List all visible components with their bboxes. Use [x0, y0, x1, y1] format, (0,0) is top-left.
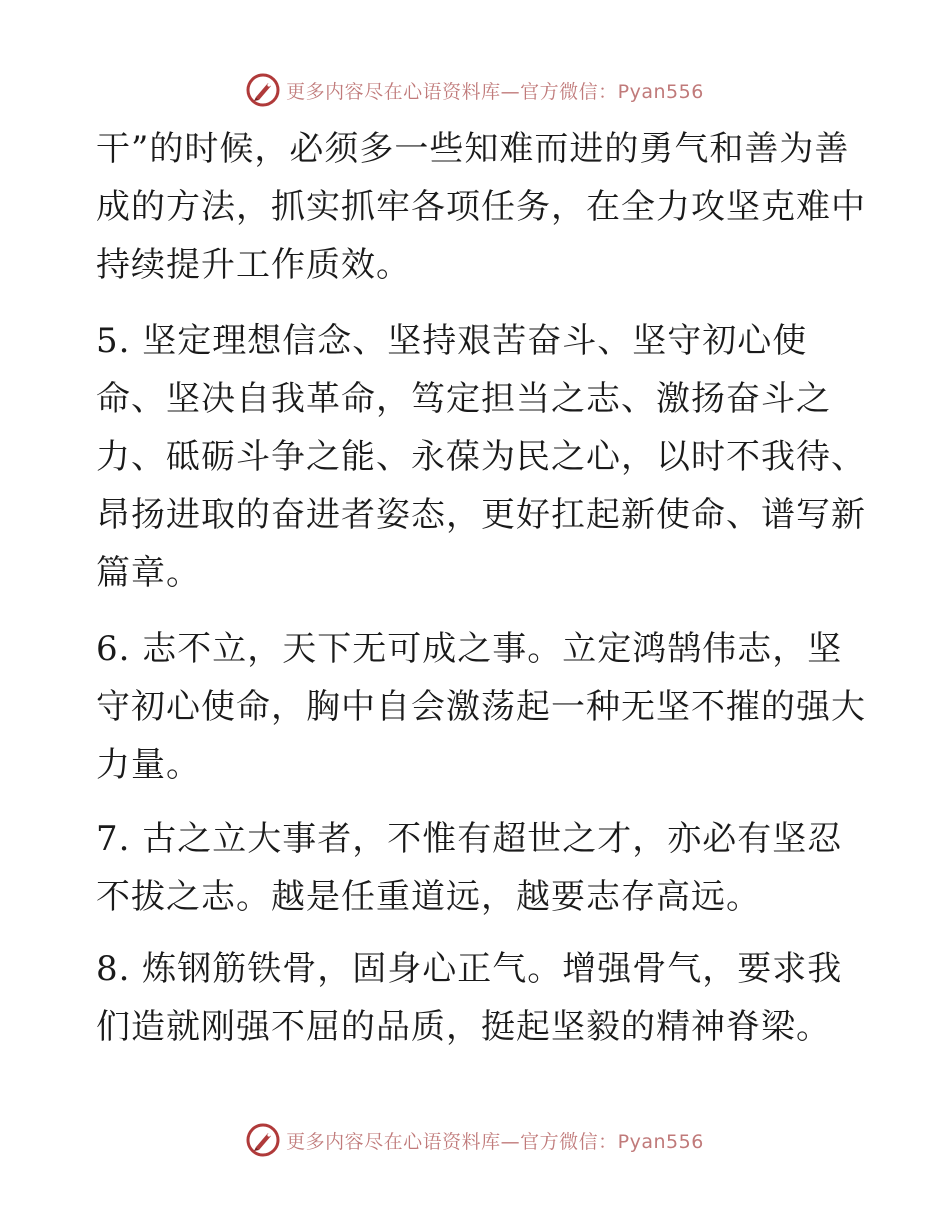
- paragraph-item-7: [96, 810, 856, 926]
- header-banner: [0, 70, 950, 110]
- text-line: 篇章。: [96, 553, 201, 593]
- text-line: 成的方法，抓实抓牢各项任务，在全力攻坚克难中: [96, 187, 866, 227]
- text-line: 6. 志不立，天下无可成之事。立定鸿鹄伟志，坚: [96, 629, 843, 669]
- text-line: 昂扬进取的奋进者姿态，更好扛起新使命、谱写新: [96, 495, 866, 535]
- paragraph-item-8: [96, 940, 856, 1056]
- footer-banner-inner: [246, 1123, 704, 1157]
- pen-nib-logo-icon: [246, 1123, 280, 1157]
- document-body: [96, 120, 866, 1056]
- text-line: 守初心使命，胸中自会激荡起一种无坚不摧的强大: [96, 687, 866, 727]
- paragraph-continuation: [96, 120, 866, 294]
- text-line: 7. 古之立大事者，不惟有超世之才，亦必有坚忍: [96, 819, 843, 859]
- text-line: 8. 炼钢筋铁骨，固身心正气。增强骨气，要求我: [96, 949, 843, 989]
- pen-nib-logo-icon: [246, 73, 280, 107]
- footer-banner-text: 更多内容尽在心语资料库—官方微信：Pyan556: [286, 1130, 704, 1153]
- text-line: 力、砥砺斗争之能、永葆为民之心，以时不我待、: [96, 437, 866, 477]
- text-line: 命、坚决自我革命，笃定担当之志、激扬奋斗之: [96, 379, 831, 419]
- footer-banner: [0, 1120, 950, 1160]
- header-banner-inner: [246, 73, 704, 107]
- text-line: 们造就刚强不屈的品质，挺起坚毅的精神脊梁。: [96, 1007, 831, 1047]
- paragraph-item-5: [96, 312, 866, 602]
- text-line: 5. 坚定理想信念、坚持艰苦奋斗、坚守初心使: [96, 321, 808, 361]
- text-line: 持续提升工作质效。: [96, 245, 411, 285]
- text-line: 干”的时候，必须多一些知难而进的勇气和善为善: [96, 129, 850, 169]
- header-banner-text: 更多内容尽在心语资料库—官方微信：Pyan556: [286, 80, 704, 103]
- paragraph-item-6: [96, 620, 866, 794]
- text-line: 力量。: [96, 745, 201, 785]
- text-line: 不拔之志。越是任重道远，越要志存高远。: [96, 877, 761, 917]
